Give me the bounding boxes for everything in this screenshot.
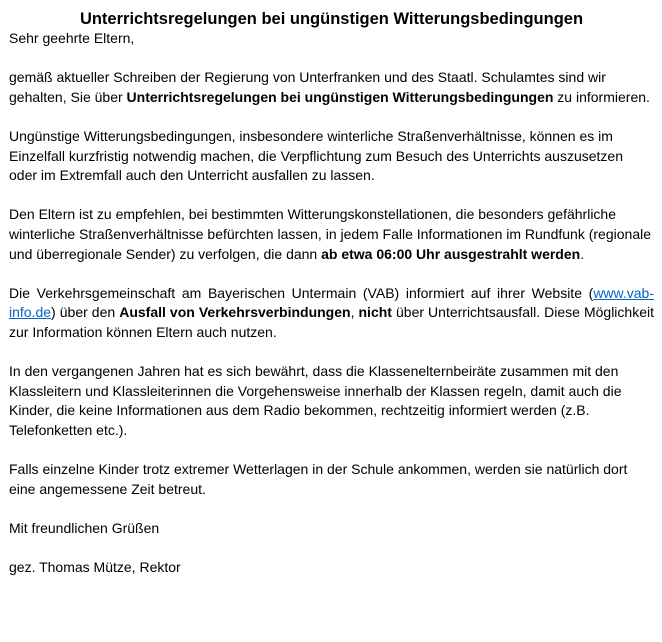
paragraph-supervision: Falls einzelne Kinder trotz extremer Wetterlagen in der Schule ankommen, werden sie natürlich dort eine angemessene Zeit betreut. — [9, 461, 628, 497]
signature: gez. Thomas Mütze, Rektor — [9, 559, 181, 576]
paragraph-radio-bold: ab etwa 06:00 Uhr ausgestrahlt werden — [321, 245, 581, 262]
paragraph-radio-info — [9, 205, 654, 264]
paragraph-intro-bold: Unterrichtsregelungen bei ungünstigen Witterungsbedingungen — [126, 88, 554, 105]
vab-website-link[interactable]: www.vab-info.de — [9, 284, 654, 321]
paragraph-parent-councils: In den vergangenen Jahren hat es sich bewährt, dass die Klassenelternbeiräte zusammen mit den Klassleitern und Klassleiterinnen die Vorgehensweise innerhalb der Klassen regeln, damit auch die Kinder, die keine Informationen aus dem Radio bekommen, rechtzeitig informiert werden (z.B. Telefonketten etc.). — [9, 363, 622, 438]
salutation: Sehr geehrte Eltern, — [9, 30, 135, 46]
document-title: Unterrichtsregelungen bei ungünstigen Witterungsbedingungen — [79, 10, 584, 28]
paragraph-vab-bold-1: Ausfall von Verkehrsverbindungen — [119, 304, 351, 321]
paragraph-vab-text-b: ) über den — [51, 304, 120, 321]
paragraph-weather-conditions: Ungünstige Witterungsbedingungen, insbesondere winterliche Straßenverhältnisse, können es im Einzelfall kurzfristig notwendig machen, die Verpflichtung zum Besuch des Unterrichts auszusetzen oder im Extremfall auch den Unterricht ausfallen zu lassen. — [9, 127, 623, 184]
paragraph-radio-text-a: Den Eltern ist zu empfehlen, bei bestimmten Witterungskonstellationen, die besonders gefährliche winterliche Straßenverhältnisse befürchten lassen, in jedem Falle Informationen im Rundfunk (regionale und überregionale Sender) zu verfolgen, die dann — [9, 206, 651, 262]
paragraph-radio-text-b: . — [580, 245, 585, 262]
closing: Mit freundlichen Grüßen — [9, 519, 160, 536]
paragraph-intro — [9, 68, 654, 107]
paragraph-vab-text-c: , — [350, 304, 359, 321]
paragraph-vab-bold-2: nicht — [358, 304, 392, 321]
paragraph-intro-text-a: gemäß aktueller Schreiben der Regierung von Unterfranken und des Staatl. Schulamtes sind wir gehalten, Sie über — [9, 69, 606, 105]
paragraph-vab-text-d: über Unterrichtsausfall. Diese Möglichkeit zur Information können Eltern auch nutzen. — [9, 304, 654, 340]
paragraph-vab-info — [9, 284, 654, 343]
paragraph-vab-text-a: Die Verkehrsgemeinschaft am Bayerischen Untermain (VAB) informiert auf ihrer Website ( — [9, 284, 594, 301]
paragraph-intro-text-b: zu informieren. — [553, 88, 650, 105]
